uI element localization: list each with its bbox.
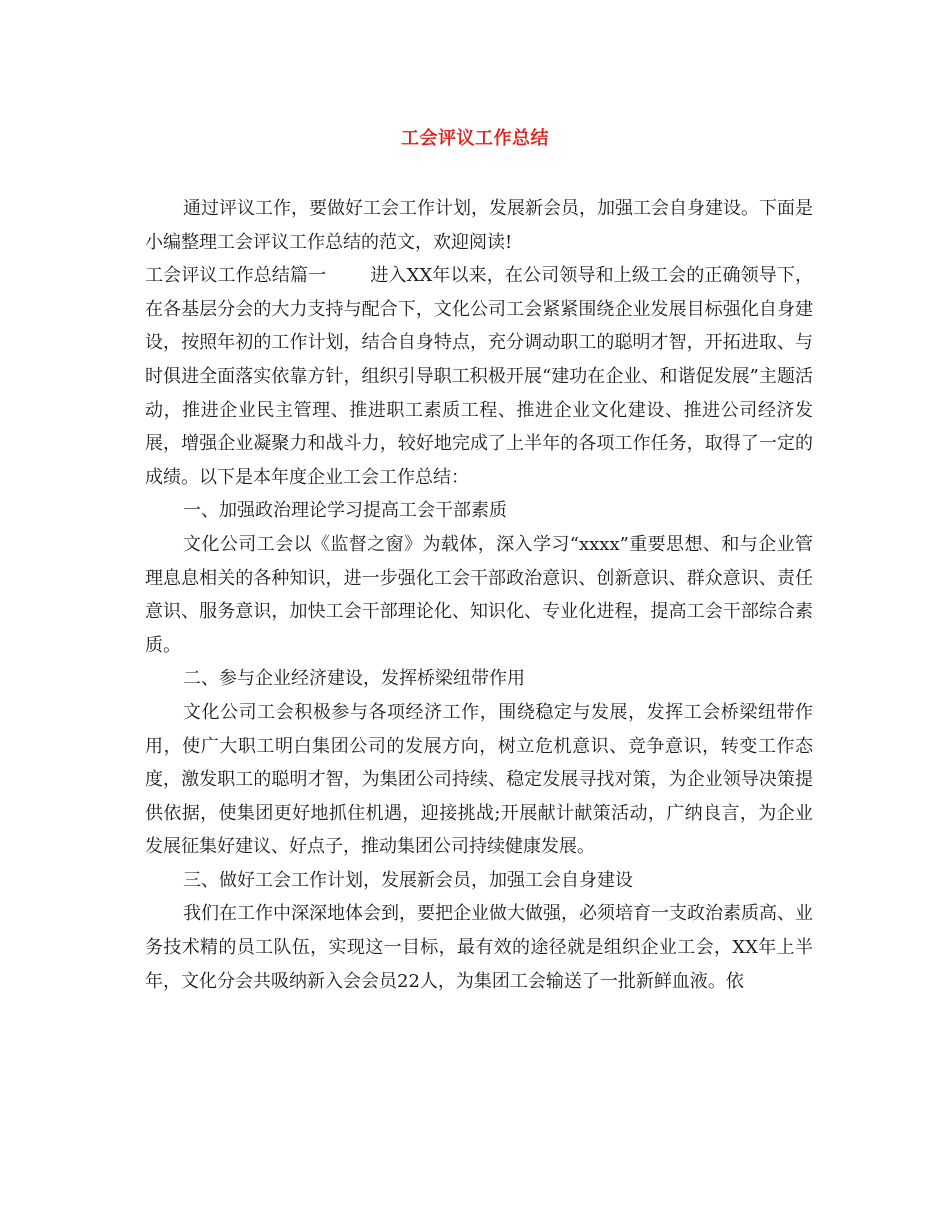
heading-three: 三、做好工会工作计划，发展新会员，加强工会自身建设 (183, 869, 633, 891)
paragraph-three: 我们在工作中深深地体会到，要把企业做大做强，必须培育一支政治素质高、业务技术精的员工队伍，实现这一目标，最有效的途径就是组织企业工会，XX年上半年，文化分会共吸纳新入会会员22人，为集团工会输送了一批新鲜血液。依 (145, 903, 813, 992)
section-heading: 工会评议工作总结篇一 (145, 265, 327, 287)
heading-two: 二、参与企业经济建设，发挥桥梁纽带作用 (183, 668, 525, 690)
section-one-paragraph (145, 259, 813, 494)
heading-one: 一、加强政治理论学习提高工会干部素质 (183, 500, 507, 522)
intro-paragraph: 通过评议工作，要做好工会工作计划，发展新会员，加强工会自身建设。下面是小编整理工会评议工作总结的范文，欢迎阅读! (145, 198, 813, 253)
paragraph-one: 文化公司工会以《监督之窗》为载体，深入学习“xxxx”重要思想、和与企业管理息息相关的各种知识，进一步强化工会干部政治意识、创新意识、群众意识、责任意识、服务意识，加快工会干部理论化、知识化、专业化进程，提高工会干部综合素质。 (145, 533, 813, 656)
document-body (145, 192, 813, 998)
section-intro: 进入XX年以来，在公司领导和上级工会的正确领导下，在各基层分会的大力支持与配合下，文化公司工会紧紧围绕企业发展目标强化自身建设，按照年初的工作计划，结合自身特点，充分调动职工的聪明才智，开拓进取、与时俱进全面落实依靠方针，组织引导职工积极开展“建功在企业、和谐促发展”主题活动，推进企业民主管理、推进职工素质工程、推进企业文化建设、推进公司经济发展，增强企业凝聚力和战斗力，较好地完成了上半年的各项工作任务，取得了一定的成绩。以下是本年度企业工会工作总结： (145, 265, 813, 488)
document-title: 工会评议工作总结 (401, 128, 549, 149)
paragraph-two: 文化公司工会积极参与各项经济工作，围绕稳定与发展，发挥工会桥梁纽带作用，使广大职工明白集团公司的发展方向，树立危机意识、竞争意识，转变工作态度，激发职工的聪明才智，为集团公司持续、稳定发展寻找对策，为企业领导决策提供依据，使集团更好地抓住机遇，迎接挑战;开展献计献策活动，广纳良言，为企业发展征集好建议、好点子，推动集团公司持续健康发展。 (145, 701, 813, 858)
